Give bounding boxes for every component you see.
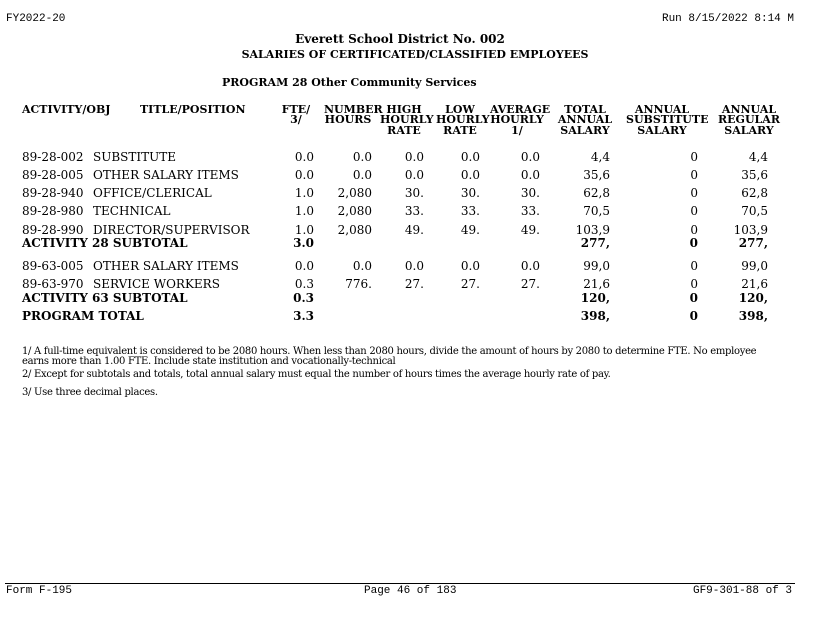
header-activity: ACTIVITY/OBJ [22,103,111,116]
cell-fte: 0.3 [294,277,314,291]
cell-activity: 89-63-970 [22,277,84,291]
cell-annual-reg: 398, [738,309,768,323]
cell-activity: 89-28-980 [22,204,84,218]
cell-title-position: SUBSTITUTE [93,150,176,164]
cell-fte: 0.0 [294,259,314,273]
cell-total-salary: 120, [580,291,610,305]
footnote-2: 2/ Except for subtotals and totals, total annual salary must equal the number of hours times the average hourly rate of pay. [22,369,611,380]
cell-annual-sub: 0 [690,150,698,164]
cell-avg-rate: 27. [520,277,540,291]
cell-low-rate: 30. [460,186,480,200]
cell-hours: 0.0 [352,259,372,273]
cell-annual-reg: 21,6 [741,277,768,291]
cell-annual-sub: 0 [690,168,698,182]
cell-low-rate: 0.0 [460,259,480,273]
footer-rule [5,583,795,584]
cell-high-rate: 0.0 [404,259,424,273]
footer-page: Page 46 of 183 [364,585,457,597]
cell-high-rate: 0.0 [404,150,424,164]
footnote-3: 3/ Use three decimal places. [22,387,158,398]
header-number-hours: NUMBER HOURS [324,103,383,127]
cell-high-rate: 30. [404,186,424,200]
cell-avg-rate: 33. [520,204,540,218]
header-high-rate: HIGH HOURLY RATE [380,103,434,137]
fiscal-year: FY2022-20 [6,13,66,25]
cell-fte: 0.3 [293,291,314,305]
cell-annual-sub: 0 [690,277,698,291]
cell-total-salary: 99,0 [583,259,610,273]
cell-annual-reg: 4,4 [748,150,768,164]
cell-title-position: OFFICE/CLERICAL [93,186,212,200]
cell-total-salary: 277, [580,236,610,250]
cell-activity: 89-28-002 [22,150,84,164]
cell-fte: 3.3 [293,309,314,323]
cell-annual-sub: 0 [690,204,698,218]
cell-title-position: DIRECTOR/SUPERVISOR [93,223,250,237]
header-total-salary: TOTAL ANNUAL SALARY [557,103,613,137]
cell-annual-sub: 0 [689,236,698,250]
cell-activity: ACTIVITY 63 SUBTOTAL [22,291,188,305]
cell-annual-sub: 0 [690,259,698,273]
cell-total-salary: 103,9 [575,223,610,237]
header-title-position: TITLE/POSITION [140,103,246,116]
cell-high-rate: 33. [404,204,424,218]
district-title: Everett School District No. 002 [295,32,505,46]
cell-hours: 2,080 [337,223,372,237]
cell-high-rate: 0.0 [404,168,424,182]
cell-annual-sub: 0 [690,186,698,200]
cell-low-rate: 0.0 [460,150,480,164]
cell-activity: 89-28-940 [22,186,84,200]
cell-hours: 2,080 [337,204,372,218]
cell-annual-sub: 0 [689,291,698,305]
cell-annual-reg: 120, [738,291,768,305]
cell-annual-reg: 35,6 [741,168,768,182]
cell-annual-reg: 62,8 [741,186,768,200]
cell-activity: PROGRAM TOTAL [22,309,144,323]
cell-avg-rate: 49. [520,223,540,237]
cell-fte: 1.0 [294,204,314,218]
cell-fte: 1.0 [294,223,314,237]
cell-fte: 0.0 [294,150,314,164]
cell-annual-sub: 0 [689,309,698,323]
cell-low-rate: 27. [460,277,480,291]
cell-title-position: OTHER SALARY ITEMS [93,259,239,273]
cell-hours: 0.0 [352,168,372,182]
cell-annual-reg: 277, [738,236,768,250]
cell-annual-reg: 103,9 [733,223,768,237]
header-annual-reg: ANNUAL REGULAR SALARY [718,103,780,137]
cell-low-rate: 49. [460,223,480,237]
cell-activity: ACTIVITY 28 SUBTOTAL [22,236,188,250]
cell-hours: 2,080 [337,186,372,200]
cell-title-position: TECHNICAL [93,204,171,218]
cell-avg-rate: 0.0 [520,168,540,182]
cell-annual-reg: 99,0 [741,259,768,273]
program-title: PROGRAM 28 Other Community Services [222,76,477,89]
cell-total-salary: 21,6 [583,277,610,291]
run-info: Run 8/15/2022 8:14 M [661,13,794,25]
cell-title-position: OTHER SALARY ITEMS [93,168,239,182]
header-annual-sub: ANNUAL SUBSTITUTE SALARY [626,103,709,137]
header-fte: FTE/ 3/ [281,103,311,127]
cell-activity: 89-28-990 [22,223,84,237]
cell-title-position: SERVICE WORKERS [93,277,220,291]
cell-avg-rate: 30. [520,186,540,200]
cell-fte: 3.0 [293,236,314,250]
cell-total-salary: 4,4 [590,150,610,164]
cell-activity: 89-63-005 [22,259,84,273]
cell-activity: 89-28-005 [22,168,84,182]
footer-form: Form F-195 [6,585,73,597]
cell-total-salary: 62,8 [583,186,610,200]
header-low-rate: LOW HOURLY RATE [436,103,490,137]
report-title: SALARIES OF CERTIFICATED/CLASSIFIED EMPLOYEES [241,48,589,61]
cell-annual-reg: 70,5 [741,204,768,218]
cell-total-salary: 35,6 [583,168,610,182]
cell-fte: 0.0 [294,168,314,182]
footnote-1: 1/ A full-time equivalent is considered to be 2080 hours. When less than 2080 hours, divide the amount of hours by 2080 to determine FTE. No employee earns more than 1.00 FTE. Include state institution and vocationally-technical [22,346,757,367]
cell-total-salary: 70,5 [583,204,610,218]
cell-fte: 1.0 [294,186,314,200]
header-avg-rate: AVERAGE HOURLY 1/ [490,103,551,137]
cell-hours: 0.0 [352,150,372,164]
cell-high-rate: 27. [404,277,424,291]
cell-low-rate: 0.0 [460,168,480,182]
cell-annual-sub: 0 [690,223,698,237]
cell-total-salary: 398, [580,309,610,323]
cell-avg-rate: 0.0 [520,150,540,164]
cell-avg-rate: 0.0 [520,259,540,273]
cell-hours: 776. [345,277,372,291]
cell-low-rate: 33. [460,204,480,218]
footer-code: GF9-301-88 of 3 [692,585,792,597]
cell-high-rate: 49. [404,223,424,237]
